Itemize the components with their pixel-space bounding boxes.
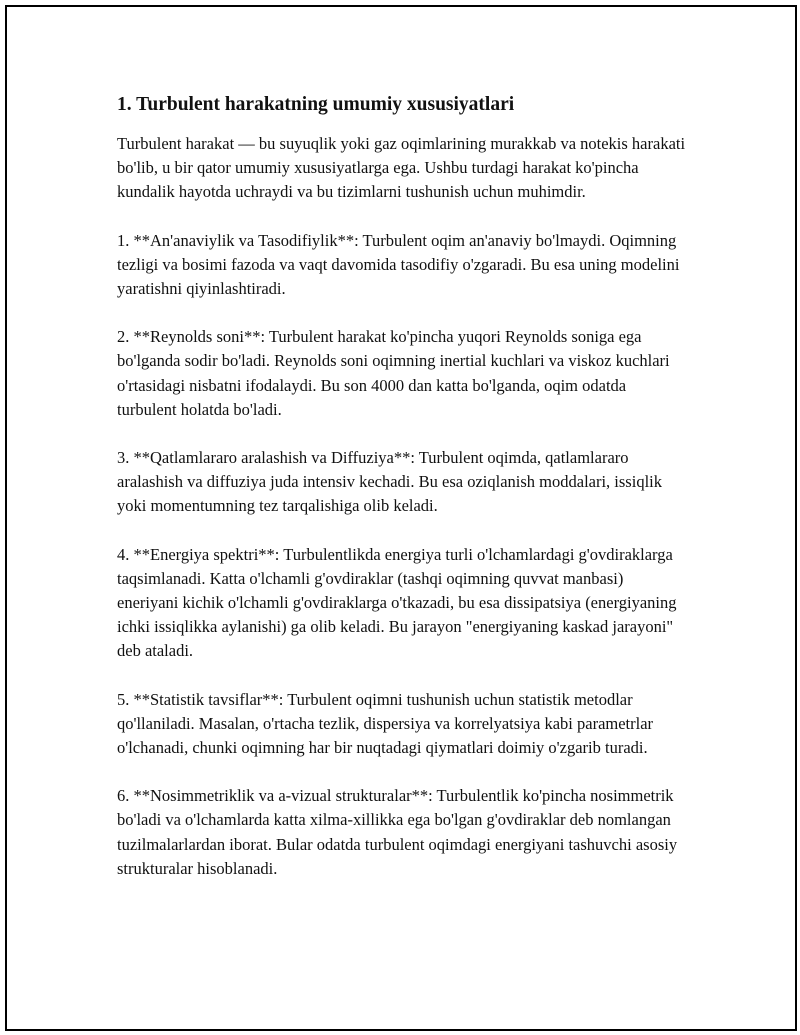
item-paragraph-5: 5. **Statistik tavsiflar**: Turbulent oqimni tushunish uchun statistik metodlar qo'llaniladi. Masalan, o'rtacha tezlik, dispersiya va korrelyatsiya kabi parametrlar o'lchanadi, chunki oqimning har bir nuqtadagi qiymatlari doimiy o'zgarib turadi.: [117, 689, 654, 758]
intro-paragraph: Turbulent harakat — bu suyuqlik yoki gaz oqimlarining murakkab va notekis harakati bo'lib, u bir qator umumiy xususiyatlarga ega. Ushbu turdagi harakat ko'pincha kundalik hayotda uchraydi va bu tizimlarni tushunish uchun muhimdir.: [117, 134, 686, 202]
item-paragraph-6: 6. **Nosimmetriklik va a-vizual strukturalar**: Turbulentlik ko'pincha nosimmetrik bo'ladi va o'lchamlarda katta xilma-xillikka ega bo'lgan g'ovdiraklar deb nomlangan tuzilmalarlardan iborat. Bular odatda turbulent oqimdagi energiyani tashuvchi asosiy strukturalar hisoblanadi.: [117, 786, 678, 878]
item-paragraph-1: 1. **An'anaviylik va Tasodifiylik**: Turbulent oqim an'anaviy bo'lmaydi. Oqimning tezligi va bosimi fazoda va vaqt davomida tasodifiy o'zgaradi. Bu esa uning modelini yaratishni qiyinlashtiradi.: [117, 230, 680, 299]
item-paragraph-3: 3. **Qatlamlararo aralashish va Diffuziya**: Turbulent oqimda, qatlamlararo aralashish va diffuziya juda intensiv kechadi. Bu esa oziqlanish moddalari, issiqlik yoki momentumning tez tarqalishiga olib keladi.: [117, 448, 662, 516]
item-paragraph-2: 2. **Reynolds soni**: Turbulent harakat ko'pincha yuqori Reynolds soniga ega bo'lganda sodir bo'ladi. Reynolds soni oqimning inertial kuchlari va viskoz kuchlari o'rtasidagi nisbatni ifodalaydi. Bu son 4000 dan katta bo'lganda, oqim odatda turbulent holatda bo'ladi.: [117, 327, 670, 419]
item-paragraph-4: 4. **Energiya spektri**: Turbulentlikda energiya turli o'lchamlardagi g'ovdiraklarga taqsimlanadi. Katta o'lchamli g'ovdiraklar (tashqi oqimning quvvat manbasi) eneriyani kichik o'lchamli g'ovdiraklarga o'tkazadi, bu esa dissipatsiya (energiyaning ichki issiqlikka aylanishi) ga olib keladi. Bu jarayon "energiyaning kaskad jarayoni" deb ataladi.: [117, 544, 677, 661]
section-heading: 1. Turbulent harakatning umumiy xususiyatlari: [117, 94, 515, 115]
document-body: [117, 92, 687, 905]
